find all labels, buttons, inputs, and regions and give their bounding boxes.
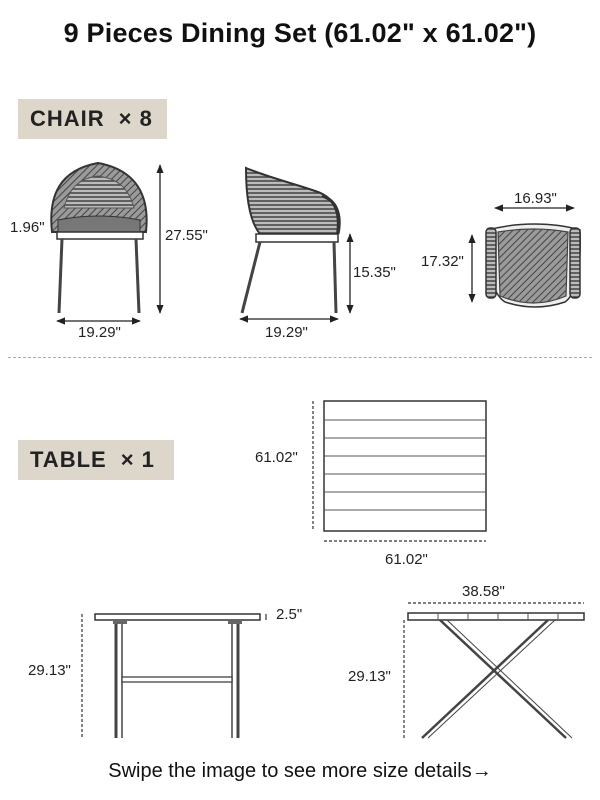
chair-front-view xyxy=(51,163,160,321)
table-top-length-label: 61.02" xyxy=(255,449,298,466)
chair-arm-height-label: 1.96" xyxy=(10,219,45,236)
chair-top-depth-label: 17.32" xyxy=(421,253,464,270)
table-thickness-label: 2.5" xyxy=(276,606,303,623)
table-leg-span-label: 38.58" xyxy=(462,583,505,600)
swipe-hint: Swipe the image to see more size details→ xyxy=(108,760,492,782)
chair-side-view xyxy=(240,168,350,319)
table-label: TABLE xyxy=(30,447,107,472)
table-top-width-label: 61.02" xyxy=(385,551,428,568)
chair-seat-height-label: 15.35" xyxy=(353,264,396,281)
table-height-front-label: 29.13" xyxy=(28,662,71,679)
chair-top-view xyxy=(472,208,580,307)
chair-side-depth-label: 19.29" xyxy=(265,324,308,341)
chair-top-width-label: 16.93" xyxy=(514,190,557,207)
table-top-view xyxy=(313,401,486,541)
table-side-view xyxy=(404,603,584,738)
chair-count: × 8 xyxy=(118,106,153,131)
chair-front-width-label: 19.29" xyxy=(78,324,121,341)
table-count: × 1 xyxy=(120,447,155,472)
table-front-view xyxy=(82,614,266,738)
chair-total-height-label: 27.55" xyxy=(165,227,208,244)
chair-label: CHAIR xyxy=(30,106,105,131)
page-title: 9 Pieces Dining Set (61.02" x 61.02") xyxy=(63,18,537,48)
table-height-side-label: 29.13" xyxy=(348,668,391,685)
